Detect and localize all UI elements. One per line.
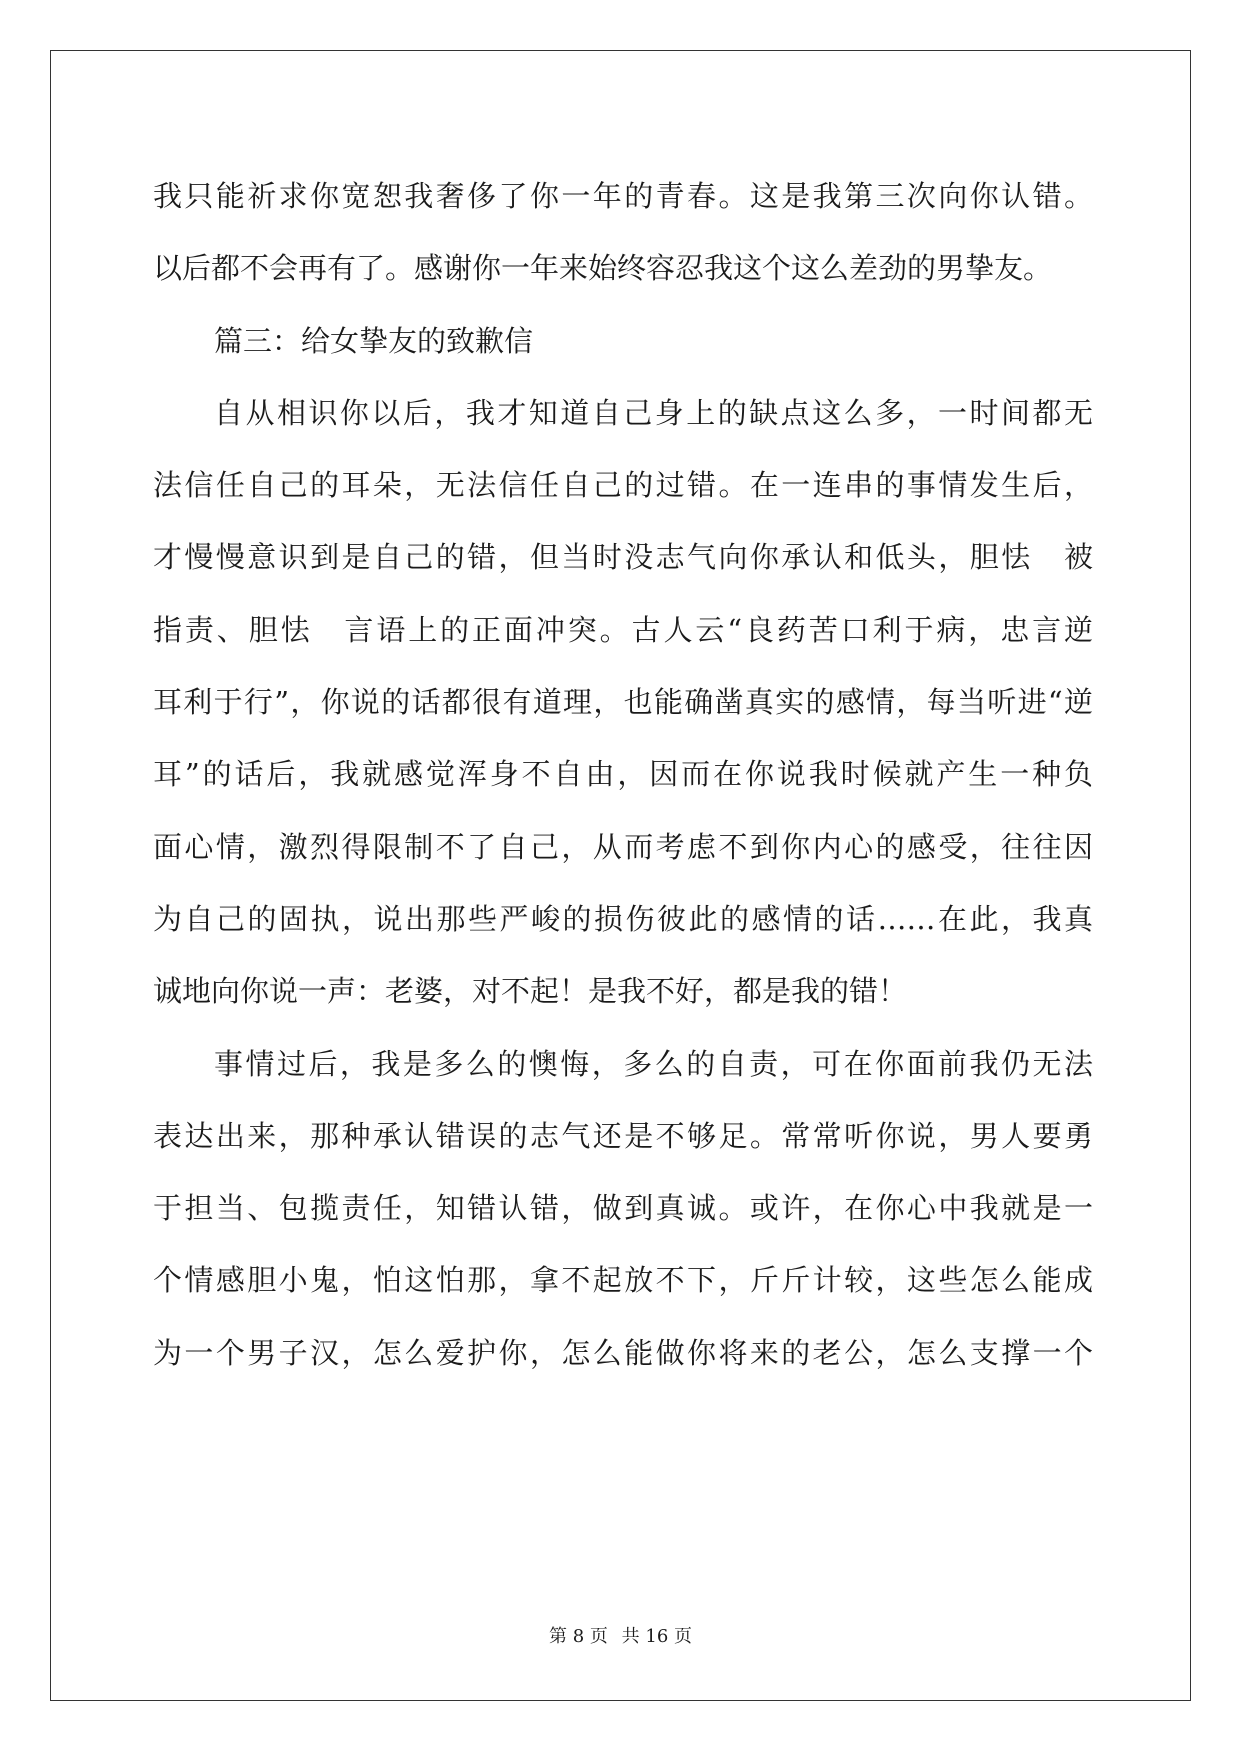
paragraph-line: 耳”的话后，我就感觉浑身不自由，因而在你说我时候就产生一种负 xyxy=(153,757,1093,792)
paragraph-line: 耳利于行”，你说的话都很有道理，也能确凿真实的感情，每当听进“逆 xyxy=(153,685,1093,720)
paragraph-line: 为一个男子汉，怎么爱护你，怎么能做你将来的老公，怎么支撑一个 xyxy=(153,1335,1093,1370)
paragraph-line: 我只能祈求你宽恕我奢侈了你一年的青春。这是我第三次向你认错。 xyxy=(153,179,1093,213)
paragraph-line: 于担当、包揽责任，知错认错，做到真诚。或许，在你心中我就是一 xyxy=(153,1191,1093,1226)
document-body xyxy=(153,160,1093,1389)
paragraph-line: 为自己的固执，说出那些严峻的损伤彼此的感情的话……在此，我真 xyxy=(153,901,1093,936)
paragraph-line: 才慢慢意识到是自己的错，但当时没志气向你承认和低头，胆怯 被 xyxy=(153,540,1093,575)
paragraph-line: 法信任自己的耳朵，无法信任自己的过错。在一连串的事情发生后， xyxy=(153,468,1093,503)
paragraph-line: 表达出来，那种承认错误的志气还是不够足。常常听你说，男人要勇 xyxy=(153,1118,1093,1153)
section-heading: 篇三：给女挚友的致歉信 xyxy=(214,323,534,358)
paragraph-line: 以后都不会再有了。感谢你一年来始终容忍我这个这么差劲的男挚友。 xyxy=(153,251,1053,286)
paragraph-line: 面心情，激烈得限制不了自己，从而考虑不到你内心的感受，往往因 xyxy=(153,829,1093,864)
page-footer xyxy=(0,1622,1241,1648)
page-number: 第 8 页 xyxy=(549,1626,608,1647)
paragraph-line: 事情过后，我是多么的懊悔，多么的自责，可在你面前我仍无法 xyxy=(214,1046,1093,1081)
page-total: 共 16 页 xyxy=(621,1626,692,1647)
paragraph-line: 自从相识你以后，我才知道自己身上的缺点这么多，一时间都无 xyxy=(214,395,1093,430)
paragraph-line: 个情感胆小鬼，怕这怕那，拿不起放不下，斤斤计较，这些怎么能成 xyxy=(153,1263,1093,1298)
paragraph-line: 指责、胆怯 言语上的正面冲突。古人云“良药苦口利于病，忠言逆 xyxy=(153,612,1093,647)
paragraph-line: 诚地向你说一声：老婆，对不起！是我不好，都是我的错！ xyxy=(153,974,908,1009)
